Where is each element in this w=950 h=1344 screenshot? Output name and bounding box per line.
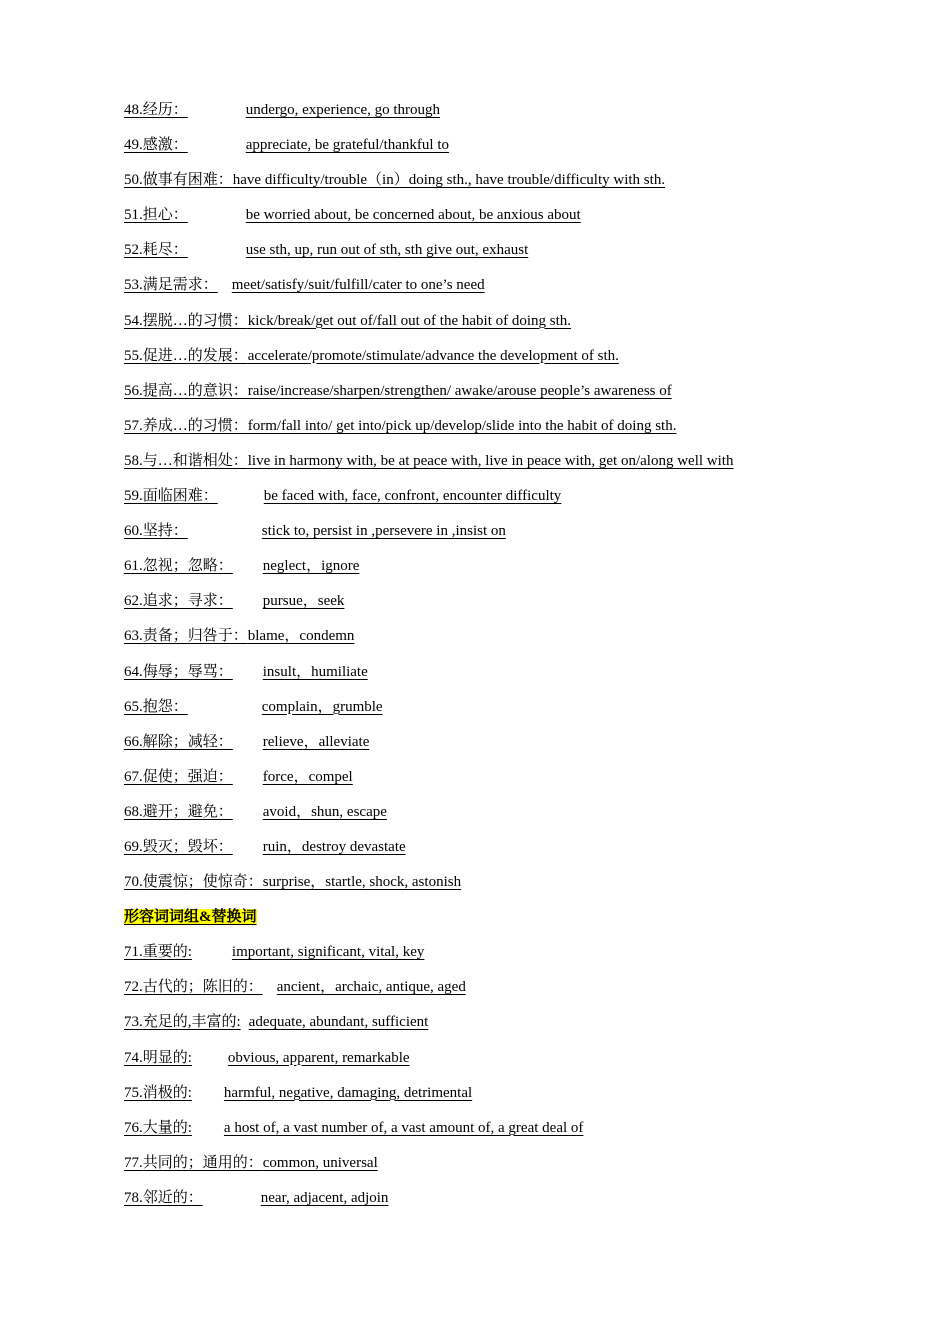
entry-english: complain，grumble (261, 698, 383, 715)
list-item (124, 1079, 924, 1114)
list-item (124, 868, 924, 903)
list-item (124, 833, 924, 868)
entry-english: harmful, negative, damaging, detrimental (223, 1084, 473, 1101)
list-item (124, 587, 924, 622)
list-item (124, 131, 924, 166)
entry-english: relieve，alleviate (262, 733, 370, 750)
list-item (124, 307, 924, 342)
entry-chinese: 与…和谐相处： (142, 452, 248, 469)
entry-chinese: 邻近的： (142, 1189, 203, 1206)
entry-english: use sth, up, run out of sth, sth give out, exhaust (245, 242, 529, 259)
entry-number: 62. (124, 593, 143, 610)
entry-number: 55. (124, 347, 143, 364)
entry-chinese: 大量的: (142, 1119, 192, 1136)
list-item (124, 798, 924, 833)
entry-number: 49. (124, 137, 143, 154)
entry-english: near, adjacent, adjoin (260, 1189, 389, 1206)
list-item (124, 96, 924, 131)
entry-number: 61. (124, 558, 143, 575)
entry-chinese: 解除；减轻： (142, 733, 233, 750)
entry-english: important, significant, vital, key (231, 944, 425, 961)
entry-chinese: 使震惊；使惊奇： (142, 874, 263, 891)
entry-english: stick to, persist in ,persevere in ,insist on (261, 523, 506, 540)
entry-chinese: 经历： (142, 102, 188, 118)
list-item (124, 1184, 924, 1219)
list-item (124, 447, 924, 482)
entry-english: a host of, a vast number of, a vast amount of, a great deal of (223, 1119, 584, 1136)
entry-chinese: 摆脱…的习惯： (142, 312, 248, 329)
entry-chinese: 做事有困难： (142, 172, 233, 189)
list-item (124, 1044, 924, 1079)
entry-english: form/fall into/ get into/pick up/develop/slide into the habit of doing sth. (247, 417, 677, 434)
entry-number: 69. (124, 838, 143, 855)
entry-number: 68. (124, 803, 143, 820)
list-item (124, 377, 924, 412)
entry-number: 52. (124, 242, 143, 259)
entry-english: ruin，destroy devastate (262, 838, 406, 855)
entry-english: live in harmony with, be at peace with, live in peace with, get on/along well with (247, 452, 734, 469)
entry-chinese: 消极的: (142, 1084, 192, 1101)
entry-number: 50. (124, 172, 143, 189)
entry-number: 72. (124, 979, 143, 996)
entry-chinese: 感激： (142, 137, 188, 154)
adjective-phrase-list (124, 938, 924, 1219)
entry-english: avoid，shun, escape (262, 803, 387, 820)
entry-chinese: 毁灭；毁坏： (142, 838, 233, 855)
entry-chinese: 提高…的意识： (142, 382, 248, 399)
entry-number: 65. (124, 698, 143, 715)
entry-english: kick/break/get out of/fall out of the habit of doing sth. (247, 312, 572, 329)
entry-english: obvious, apparent, remarkable (227, 1049, 410, 1066)
entry-chinese: 侮辱；辱骂： (142, 663, 233, 680)
list-item (124, 728, 924, 763)
entry-number: 59. (124, 488, 143, 505)
entry-chinese: 充足的,丰富的: (142, 1014, 241, 1031)
list-item (124, 973, 924, 1008)
entry-chinese: 共同的；通用的： (142, 1154, 263, 1171)
entry-chinese: 养成…的习惯： (142, 417, 248, 434)
entry-number: 66. (124, 733, 143, 750)
entry-english: appreciate, be grateful/thankful to (245, 137, 450, 154)
entry-english: force，compel (262, 768, 353, 785)
entry-chinese: 明显的: (142, 1049, 192, 1066)
entry-english: raise/increase/sharpen/strengthen/ awake/arouse people’s awareness of (247, 382, 672, 399)
list-item (124, 1149, 924, 1184)
entry-english: neglect，ignore (262, 558, 360, 575)
entry-english: blame，condemn (247, 628, 355, 645)
entry-chinese: 避开；避免： (142, 803, 233, 820)
section-heading-row (124, 903, 924, 938)
entry-english: undergo, experience, go through (245, 102, 441, 118)
entry-chinese: 促进…的发展： (142, 347, 248, 364)
list-item (124, 763, 924, 798)
entry-number: 76. (124, 1119, 143, 1136)
entry-number: 67. (124, 768, 143, 785)
entry-number: 78. (124, 1189, 143, 1206)
entry-number: 56. (124, 382, 143, 399)
entry-english: adequate, abundant, sufficient (248, 1014, 429, 1031)
list-item (124, 482, 924, 517)
entry-chinese: 责备；归咎于： (142, 628, 248, 645)
entry-english: common, universal (262, 1154, 378, 1171)
list-item (124, 938, 924, 973)
list-item (124, 342, 924, 377)
list-item (124, 166, 924, 201)
entry-english: insult，humiliate (262, 663, 368, 680)
entry-chinese: 担心： (142, 207, 188, 224)
entry-english: be faced with, face, confront, encounter difficulty (263, 488, 562, 505)
entry-chinese: 面临困难： (142, 488, 218, 505)
document-page (124, 96, 924, 1219)
entry-english: pursue，seek (262, 593, 345, 610)
entry-english: accelerate/promote/stimulate/advance the development of sth. (247, 347, 619, 364)
entry-chinese: 忽视；忽略： (142, 558, 233, 575)
entry-number: 60. (124, 523, 143, 540)
entry-number: 63. (124, 628, 143, 645)
list-item (124, 658, 924, 693)
entry-number: 51. (124, 207, 143, 224)
entry-chinese: 坚持： (142, 523, 188, 540)
entry-number: 74. (124, 1049, 143, 1066)
list-item (124, 622, 924, 657)
entry-number: 71. (124, 944, 143, 961)
entry-english: meet/satisfy/suit/fulfill/cater to one’s need (231, 277, 485, 294)
entry-number: 75. (124, 1084, 143, 1101)
verb-phrase-list (124, 96, 924, 903)
entry-number: 70. (124, 874, 143, 891)
entry-chinese: 追求；寻求： (142, 593, 233, 610)
list-item (124, 236, 924, 271)
entry-english: surprise，startle, shock, astonish (262, 874, 462, 891)
entry-chinese: 促使；强迫： (142, 768, 233, 785)
entry-number: 64. (124, 663, 143, 680)
entry-number: 58. (124, 452, 143, 469)
entry-chinese: 古代的；陈旧的： (142, 979, 263, 996)
list-item (124, 1008, 924, 1043)
entry-english: have difficulty/trouble（in）doing sth., have trouble/difficulty with sth. (232, 172, 666, 189)
section-heading: 形容词词组&替换词 (124, 909, 257, 926)
entry-english: ancient，archaic, antique, aged (276, 979, 466, 996)
entry-number: 54. (124, 312, 143, 329)
entry-number: 48. (124, 102, 143, 118)
list-item (124, 552, 924, 587)
list-item (124, 693, 924, 728)
entry-chinese: 满足需求： (142, 277, 218, 294)
list-item (124, 1114, 924, 1149)
entry-chinese: 重要的: (142, 944, 192, 961)
list-item (124, 517, 924, 552)
entry-english: be worried about, be concerned about, be anxious about (245, 207, 581, 224)
entry-number: 57. (124, 417, 143, 434)
list-item (124, 412, 924, 447)
entry-number: 73. (124, 1014, 143, 1031)
entry-chinese: 耗尽： (142, 242, 188, 259)
entry-chinese: 抱怨： (142, 698, 188, 715)
list-item (124, 201, 924, 236)
entry-number: 77. (124, 1154, 143, 1171)
entry-number: 53. (124, 277, 143, 294)
list-item (124, 271, 924, 306)
